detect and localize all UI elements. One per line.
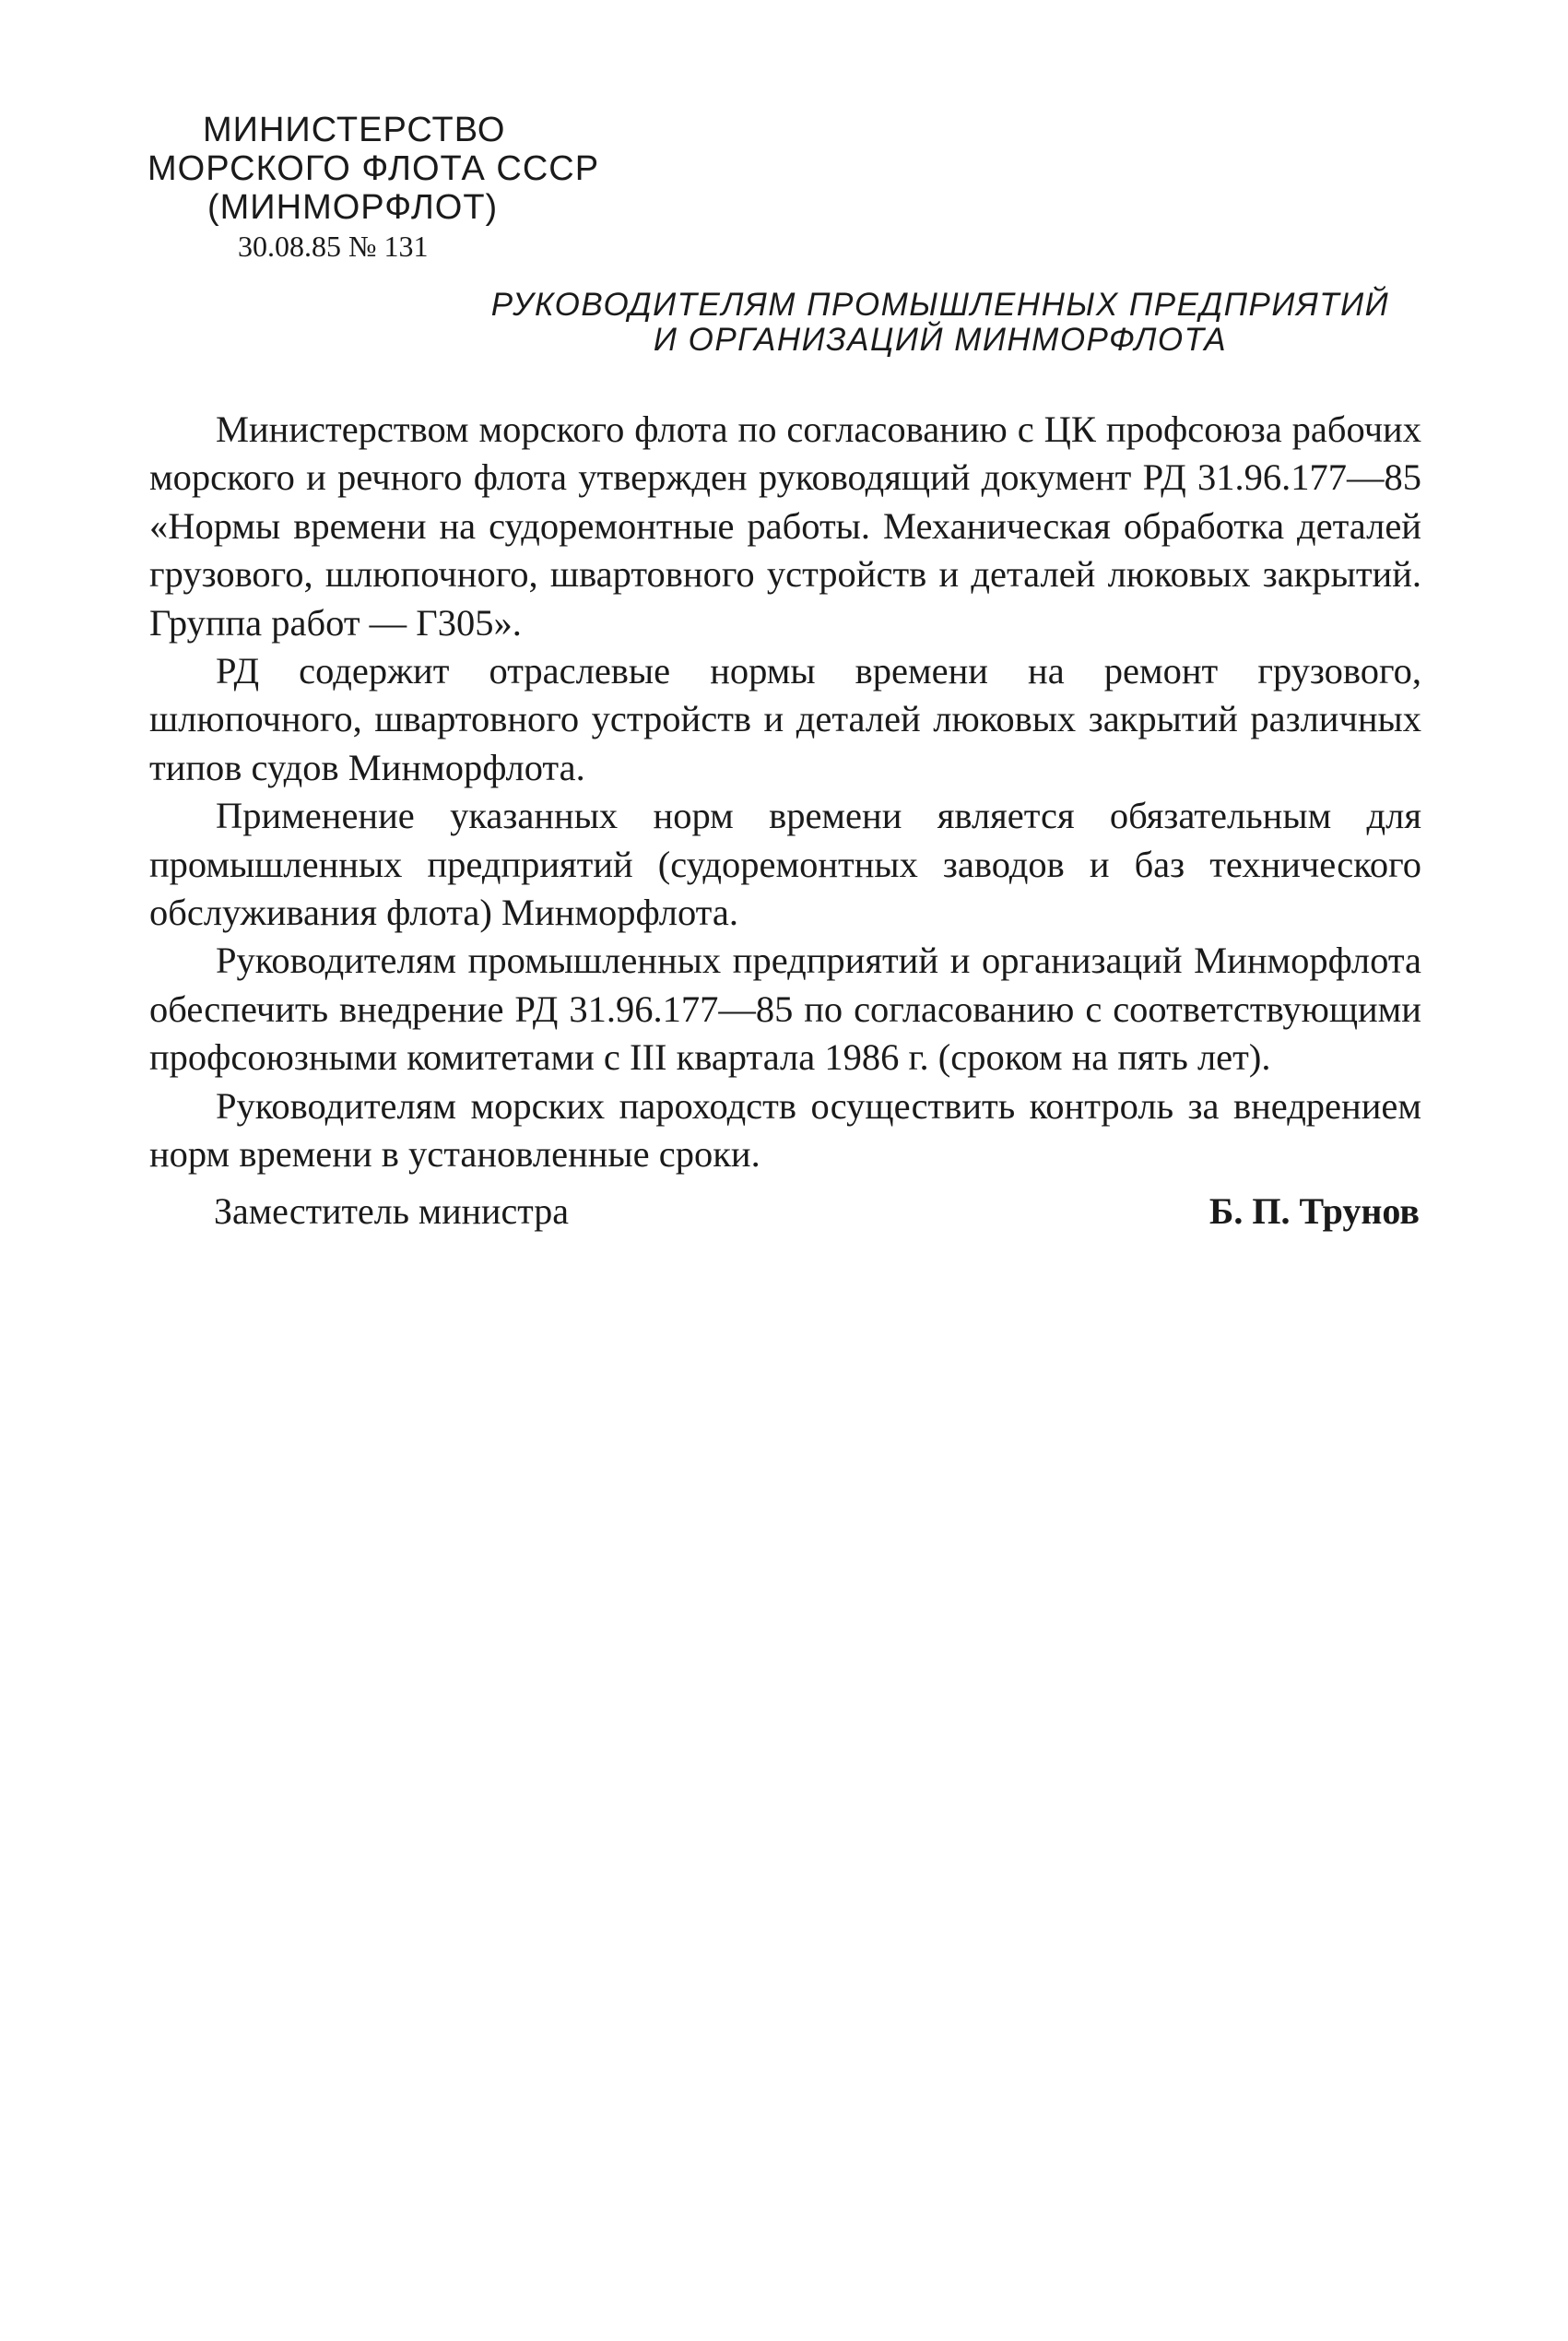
body-paragraph-5: Руководителям морских пароходств осуществить контроль за внедрением норм времени в установленные сроки. <box>149 1084 1421 1176</box>
issuer-ministry: МИНИСТЕРСТВО <box>203 111 506 149</box>
issuer-block <box>147 111 627 266</box>
issuer-fleet: МОРСКОГО ФЛОТА СССР <box>147 149 600 188</box>
issuer-date-number: 30.08.85 № 131 <box>238 230 429 263</box>
body-paragraph-1: Министерством морского флота по согласованию с ЦК профсоюза рабочих морского и речного флота утвержден руководящий документ РД 31.96.177—85 «Нормы времени на судоремонтные работы. Механическая обработка деталей грузового, шлюпочного, швартовного устройств и деталей люковых закрытий. Группа работ — Г305». <box>149 408 1421 644</box>
addressee-block <box>461 288 1420 358</box>
addressee-line-1: РУКОВОДИТЕЛЯМ ПРОМЫШЛЕННЫХ ПРЕДПРИЯТИЙ <box>490 287 1390 323</box>
letter-body <box>149 406 1421 1179</box>
issuer-abbreviation: (МИНМОРФЛОТ) <box>207 188 499 227</box>
body-paragraph-4: Руководителям промышленных предприятий и организаций Минморфлота обеспечить внедрение РД 31.96.177—85 по согласованию с соответствующими профсоюзными комитетами с III квартала 1986 г. (сроком на пять лет). <box>149 940 1421 1079</box>
signature-row <box>214 1189 1420 1233</box>
signatory-name: Б. П. Трунов <box>1208 1190 1420 1232</box>
body-paragraph-2: РД содержит отраслевые нормы времени на ремонт грузового, шлюпочного, швартовного устройств и деталей люковых закрытий различных типов судов Минморфлота. <box>149 650 1421 788</box>
signatory-title: Заместитель министра <box>214 1190 569 1232</box>
addressee-line-2: И ОРГАНИЗАЦИЙ МИНМОРФЛОТА <box>653 322 1228 358</box>
body-paragraph-3: Применение указанных норм времени является обязательным для промышленных предприятий (судоремонтных заводов и баз технического обслуживания флота) Минморфлота. <box>149 795 1421 934</box>
